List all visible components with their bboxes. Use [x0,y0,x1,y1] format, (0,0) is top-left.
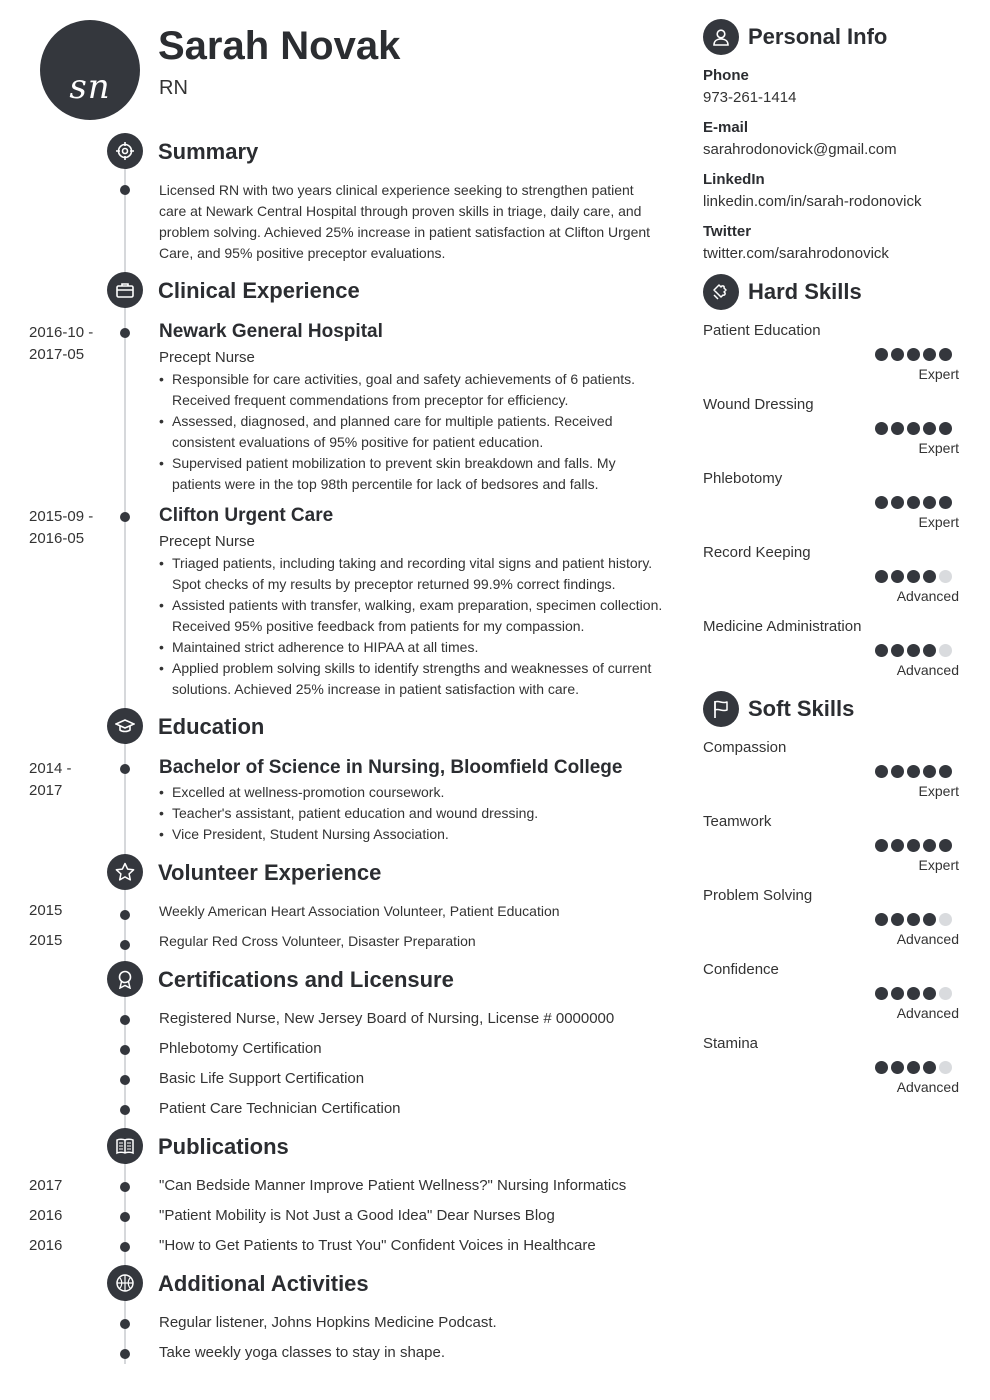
rating-dot-filled [875,987,888,1000]
cert-item: Basic Life Support Certification [159,1070,365,1087]
certs-title: Certifications and Licensure [158,967,454,992]
skill-name: Compassion [703,739,787,756]
job-date: 2015-09 - 2016-05 [29,508,94,547]
activity-item: Regular listener, Johns Hopkins Medicine Podcast. [159,1314,497,1331]
rating-dot-empty [939,570,952,583]
rating-dot-filled [875,839,888,852]
cert-item: Registered Nurse, New Jersey Board of Nursing, License # 0000000 [159,1010,615,1027]
rating-dot-filled [923,496,936,509]
publication-item: "Can Bedside Manner Improve Patient Wellness?" Nursing Informatics [159,1177,627,1194]
rating-dot-filled [939,839,952,852]
bullet-item: • Assisted patients with transfer, walking, exam preparation, specimen collection. Received 95% positive feedback from patients for my compassion. [159,595,679,637]
bullet-item: • Maintained strict adherence to HIPAA at all times. [159,637,679,658]
star-icon [107,854,143,890]
volunteer-item: Regular Red Cross Volunteer, Disaster Preparation [159,933,476,949]
summary-title: Summary [158,139,259,164]
rating-dot-filled [875,422,888,435]
job-bullets [159,553,679,700]
rating-dot-filled [875,1061,888,1074]
rating-dot-filled [907,987,920,1000]
skill-name: Teamwork [703,813,772,830]
rating-dot-filled [875,913,888,926]
rating-dot-filled [891,913,904,926]
rating-dot-filled [891,839,904,852]
job-employer: Newark General Hospital [159,321,383,342]
activities-title: Additional Activities [158,1271,369,1296]
skill-rating-dots [872,839,962,853]
book-icon [107,1128,143,1164]
summary-text: Licensed RN with two years clinical experience seeking to strengthen patient care at Newark Central Hospital through proven skills in triage, daily care, and problem solving. Achieved 25% increase in patient satisfaction at Clifton Urgent Care, and 95% positive preceptor evaluations. [159,182,651,261]
job-position: Precept Nurse [159,533,255,550]
publication-date: 2016 [29,1237,63,1254]
bullet-item: • Triaged patients, including taking and recording vital signs and patient history. Spot checks of my results by preceptor returned 99.9% correct findings. [159,553,679,595]
timeline-dot [120,1349,130,1359]
rating-dot-filled [907,570,920,583]
puzzle-icon [703,274,739,310]
target-icon [107,133,143,169]
skill-level: Expert [918,440,959,456]
rating-dot-filled [907,913,920,926]
rating-dot-empty [939,1061,952,1074]
activity-item: Take weekly yoga classes to stay in shape. [159,1344,445,1361]
flag-icon [703,691,739,727]
skill-name: Wound Dressing [703,396,814,413]
education-date: 2014 - 2017 [29,760,72,799]
job-bullets [159,369,669,495]
graduation-cap-icon [107,708,143,744]
timeline-dot [120,910,130,920]
timeline-dot [120,1319,130,1329]
publication-item: "How to Get Patients to Trust You" Confident Voices in Healthcare [159,1237,596,1254]
candidate-name: Sarah Novak [158,24,401,68]
timeline-dot [120,1075,130,1085]
rating-dot-filled [939,496,952,509]
skill-name: Stamina [703,1035,759,1052]
skill-name: Medicine Administration [703,618,862,635]
bullet-item: • Supervised patient mobilization to prevent skin breakdown and falls. My patients were in the top 98th percentile for lack of bedsores and falls. [159,453,669,495]
linkedin-value: linkedin.com/in/sarah-rodonovick [703,193,922,210]
skill-name: Patient Education [703,322,821,339]
rating-dot-filled [923,913,936,926]
skill-level: Advanced [896,1005,959,1021]
soft-skills-title: Soft Skills [748,696,855,721]
timeline-dot [120,512,130,522]
rating-dot-empty [939,913,952,926]
skill-level: Advanced [896,588,959,604]
avatar [40,20,140,120]
email-label: E-mail [703,119,749,136]
twitter-value: twitter.com/sarahrodonovick [703,245,889,262]
volunteer-title: Volunteer Experience [158,860,382,885]
rating-dot-filled [875,496,888,509]
bullet-item: • Teacher's assistant, patient education and wound dressing. [159,803,659,824]
skill-rating-dots [872,570,962,584]
bullet-item: • Excelled at wellness-promotion coursework. [159,782,659,803]
timeline-dot [120,940,130,950]
twitter-label: Twitter [703,223,752,240]
rating-dot-filled [923,422,936,435]
publications-title: Publications [158,1134,289,1159]
ribbon-award-icon [107,961,143,997]
timeline-dot [120,185,130,195]
rating-dot-filled [907,644,920,657]
rating-dot-filled [907,348,920,361]
skill-level: Expert [918,514,959,530]
skill-rating-dots [872,913,962,927]
education-degree: Bachelor of Science in Nursing, Bloomfield College [159,757,623,778]
skill-level: Expert [918,366,959,382]
job-date: 2016-10 - 2017-05 [29,324,94,363]
basketball-icon [107,1265,143,1301]
skill-rating-dots [872,348,962,362]
hard-skills-title: Hard Skills [748,279,862,304]
rating-dot-filled [875,765,888,778]
skill-rating-dots [872,987,962,1001]
rating-dot-filled [923,348,936,361]
rating-dot-filled [875,644,888,657]
personal-info-title: Personal Info [748,24,888,49]
rating-dot-filled [907,765,920,778]
rating-dot-filled [939,422,952,435]
education-title: Education [158,714,265,739]
skill-rating-dots [872,1061,962,1075]
rating-dot-filled [923,570,936,583]
rating-dot-filled [891,570,904,583]
phone-value: 973-261-1414 [703,89,797,106]
volunteer-date: 2015 [29,902,63,919]
skill-level: Advanced [896,1079,959,1095]
rating-dot-filled [907,496,920,509]
timeline-dot [120,1182,130,1192]
rating-dot-filled [907,839,920,852]
cert-item: Patient Care Technician Certification [159,1100,401,1117]
timeline-dot [120,1105,130,1115]
rating-dot-filled [907,422,920,435]
timeline-dot [120,1212,130,1222]
email-value: sarahrodonovick@gmail.com [703,141,897,158]
rating-dot-filled [923,987,936,1000]
rating-dot-filled [923,839,936,852]
skill-name: Phlebotomy [703,470,783,487]
rating-dot-filled [891,765,904,778]
phone-label: Phone [703,67,749,84]
skill-name: Confidence [703,961,779,978]
rating-dot-filled [891,422,904,435]
rating-dot-filled [939,765,952,778]
skill-rating-dots [872,765,962,779]
timeline-dot [120,1045,130,1055]
rating-dot-filled [923,1061,936,1074]
clinical-title: Clinical Experience [158,278,360,303]
timeline-dot [120,1015,130,1025]
rating-dot-filled [891,644,904,657]
briefcase-icon [107,272,143,308]
rating-dot-filled [891,987,904,1000]
bullet-item: • Responsible for care activities, goal and safety achievements of 6 patients. Received frequent commendations from preceptor for efficiency. [159,369,669,411]
rating-dot-empty [939,644,952,657]
skill-rating-dots [872,422,962,436]
bullet-item: • Applied problem solving skills to identify strengths and weaknesses of current solutions. Achieved 25% increase in patient satisfaction with care. [159,658,679,700]
rating-dot-filled [891,1061,904,1074]
linkedin-label: LinkedIn [703,171,765,188]
user-icon [703,19,739,55]
volunteer-item: Weekly American Heart Association Volunteer, Patient Education [159,903,560,919]
bullet-item: • Assessed, diagnosed, and planned care for multiple patients. Received consistent evaluations of 95% positive for patient education. [159,411,669,453]
bullet-item: • Vice President, Student Nursing Association. [159,824,659,845]
rating-dot-filled [891,496,904,509]
cert-item: Phlebotomy Certification [159,1040,322,1057]
rating-dot-filled [939,348,952,361]
skill-level: Expert [918,783,959,799]
candidate-role: RN [159,77,188,99]
job-position: Precept Nurse [159,349,255,366]
skill-rating-dots [872,496,962,510]
timeline-dot [120,764,130,774]
timeline-dot [120,1242,130,1252]
volunteer-date: 2015 [29,932,63,949]
skill-level: Advanced [896,662,959,678]
avatar-initials: sn [69,67,111,107]
timeline-dot [120,328,130,338]
education-bullets [159,782,659,845]
publication-date: 2016 [29,1207,63,1224]
rating-dot-filled [891,348,904,361]
skill-level: Advanced [896,931,959,947]
rating-dot-filled [923,765,936,778]
rating-dot-filled [923,644,936,657]
job-employer: Clifton Urgent Care [159,505,334,526]
skill-name: Record Keeping [703,544,811,561]
rating-dot-empty [939,987,952,1000]
publication-date: 2017 [29,1177,63,1194]
skill-rating-dots [872,644,962,658]
skill-level: Expert [918,857,959,873]
skill-name: Problem Solving [703,887,813,904]
rating-dot-filled [907,1061,920,1074]
rating-dot-filled [875,348,888,361]
rating-dot-filled [875,570,888,583]
publication-item: "Patient Mobility is Not Just a Good Idea" Dear Nurses Blog [159,1207,555,1224]
